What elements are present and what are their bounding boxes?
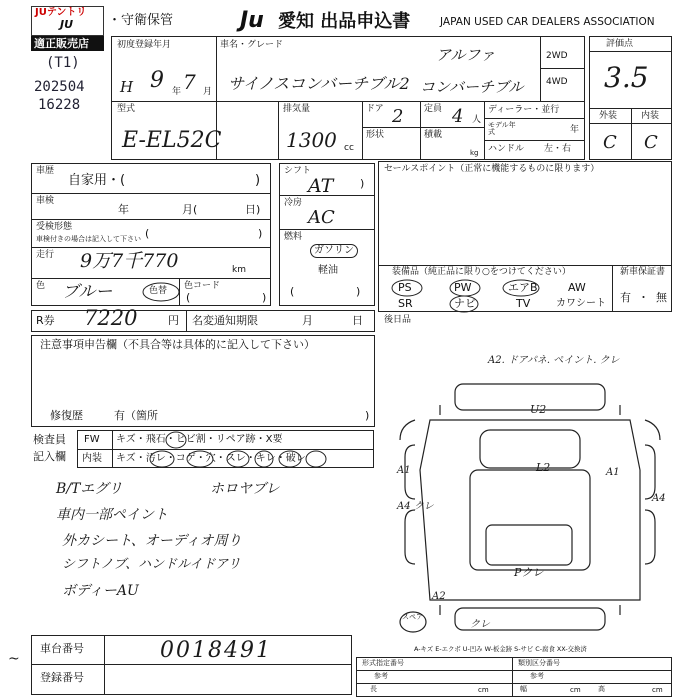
inspector-label-2: 記入欄 (33, 450, 66, 463)
notice-deadline-label: 名変通知期限 (192, 314, 258, 327)
equip-navi: ナビ (454, 297, 476, 310)
inspector-int-items: キズ・汚レ・コゲ・穴・スレ・キレ・破レ (116, 453, 306, 464)
month-value: 7 (183, 70, 196, 94)
fuel-diesel: 軽油 (318, 265, 338, 276)
chassis-value: 0018491 (160, 638, 272, 663)
diagram-mark-a2-top: A2. ドアパネ. ペイント. クレ (488, 355, 620, 366)
model-value: E-EL52C (122, 128, 222, 153)
notice-day: 日 (352, 314, 363, 327)
fuel-paren-left: ( (290, 285, 295, 298)
inspection-year: 年 (118, 203, 129, 216)
dim-height: 高 (598, 685, 605, 693)
after-items-label: 後日品 (384, 315, 412, 325)
color-code-label: 色コード (184, 281, 221, 291)
repair-history-label: 修復歴 (50, 409, 83, 422)
model-year-label: モデル年式 (488, 121, 516, 136)
handle-label: ハンドル (488, 144, 525, 154)
equip-leather-seat: カワシート (556, 298, 606, 309)
displacement-label: 排気量 (283, 104, 311, 114)
inspector-fw-items: キズ・飛石・ヒビ割・リペア跡・X要 (116, 434, 283, 445)
load-label: 積載 (424, 130, 443, 140)
car-grade-value: コンバーチブル (420, 78, 524, 96)
shift-label: シフト (284, 166, 312, 176)
chassis-label: 車台番号 (40, 642, 84, 655)
dim-width-unit: cm (570, 686, 581, 694)
form-title-en: JAPAN USED CAR DEALERS ASSOCIATION (440, 16, 655, 28)
notes-label: 注意事項申告欄（不具合等は具体的に記入して下さい） (40, 338, 315, 351)
load-unit: kg (470, 149, 479, 157)
equip-tv: TV (516, 297, 531, 310)
equip-pw: PW (454, 281, 472, 294)
inspector-int-head: 内装 (82, 453, 102, 464)
capacity-label: 定員 (424, 104, 443, 114)
receive-type-label: 受検形態 (36, 222, 73, 232)
displacement-unit: cc (344, 143, 354, 153)
keep-notice: ・守衛保管 (108, 13, 174, 28)
notice-month: 月 (302, 314, 313, 327)
warranty-no: 無 (656, 291, 667, 304)
code-line-2: 202504 (34, 79, 85, 95)
receive-paren-right: ) (258, 227, 263, 240)
note-line-4: 外カシート、オーディオ周り (62, 533, 242, 549)
inspection-month: 月( (182, 203, 198, 216)
inspection-day: 日) (245, 203, 261, 216)
class-number-ref: 参考 (530, 672, 544, 680)
class-number-label: 類別区分番号 (518, 659, 560, 667)
note-line-1: B/Tエグリ (56, 481, 123, 497)
shift-value: AT (308, 175, 334, 197)
car-name-label: 車名・グレード (220, 40, 284, 50)
repair-history-close: ) (365, 409, 370, 422)
warranty-dot: ・ (638, 291, 649, 304)
dim-length: 長 (370, 685, 377, 693)
month-unit: 月 (203, 87, 213, 97)
diagram-mark-a2-bottom: A2 (432, 591, 446, 602)
color-value: ブルー (62, 282, 113, 302)
era-value: H (120, 78, 134, 96)
4wd-label: 4WD (546, 77, 568, 87)
r-ken-label: R券 (36, 314, 55, 327)
inspector-fw-head: FW (84, 434, 100, 445)
ac-label: 冷房 (284, 198, 303, 208)
receive-paren-left: ( (145, 227, 150, 240)
mileage-label: 走行 (36, 250, 55, 260)
color-code-right: ) (262, 291, 267, 304)
dim-width: 幅 (520, 685, 527, 693)
fuel-paren-right: ) (356, 285, 361, 298)
equip-airbag: エアB (508, 281, 538, 294)
shift-close: ) (360, 177, 365, 190)
diagram-mark-cre: クレ (470, 619, 490, 630)
interior-value: C (644, 132, 658, 153)
door-label: ドア (366, 104, 384, 114)
note-line-3: 車内一部ペイント (56, 507, 168, 523)
model-label: 型式 (117, 104, 136, 114)
diagram-mark-p: Pクレ (514, 566, 544, 579)
inspector-label: 検査員 (33, 433, 66, 446)
note-line-6: ボディーAU (62, 583, 139, 599)
capacity-unit: 人 (472, 115, 482, 125)
color-code-left: ( (186, 291, 191, 304)
r-ken-unit: 円 (168, 314, 179, 327)
car-alpha: アルファ (436, 46, 496, 64)
diagram-mark-l2: L2 (536, 461, 551, 474)
mileage-unit: km (232, 265, 246, 275)
year-unit: 年 (172, 87, 182, 97)
model-year-unit: 年 (570, 125, 580, 135)
diagram-mark-a1-right: A1 (606, 467, 620, 478)
first-reg-label: 初度登録年月 (117, 40, 172, 50)
inspection-label: 車検 (36, 196, 55, 206)
color-label: 色 (36, 281, 46, 291)
rating-value: 3.5 (604, 61, 649, 94)
code-line-3: 16228 (38, 97, 81, 113)
receive-type-sub: 車検付きの場合は記入して下さい (36, 235, 141, 243)
dealer-label: ディーラー・並行 (488, 105, 560, 115)
repair-history-value: 有（箇所 (114, 409, 158, 422)
equip-ps: PS (398, 281, 412, 294)
car-name-value: サイノスコンバーチブル2 (228, 74, 410, 93)
exterior-label: 外装 (599, 111, 618, 121)
interior-label: 内装 (641, 111, 660, 121)
exterior-value: C (603, 132, 617, 153)
door-value: 2 (392, 106, 404, 127)
equip-aw: AW (568, 281, 586, 294)
note-line-5: シフトノブ、ハンドルイドアリ (62, 557, 241, 572)
diagram-mark-u2: U2 (530, 403, 547, 416)
warranty-label: 新車保証書 (620, 267, 666, 277)
note-line-2: ホロヤブレ (210, 481, 280, 497)
color-change: 色替 (149, 286, 168, 296)
registration-label: 登録番号 (40, 671, 84, 684)
shape-label: 形状 (366, 130, 385, 140)
margin-mark: ~ (8, 651, 20, 667)
sales-point-label: セールスポイント（正常に機能するものに限ります） (384, 164, 600, 174)
history-value: 自家用・( (68, 173, 126, 188)
r-ken-value: 7220 (84, 306, 138, 330)
diagram-mark-a4-right: A4 (652, 493, 666, 504)
form-title: 愛知 出品申込書 (278, 11, 411, 32)
type-designation-label: 形式指定番号 (362, 659, 404, 667)
equipment-label: 装備品（純正品に限り○をつけてください） (392, 267, 571, 277)
history-close: ) (255, 173, 261, 188)
2wd-label: 2WD (546, 51, 568, 61)
year-value: 9 (150, 68, 164, 93)
shop-label: 適正販売店 (34, 37, 89, 50)
spare-label: スペア (402, 613, 423, 621)
damage-legend: A-キズ E-エクボ U-凹み W-板金跡 S-サビ C-腐食 XX-交換済 (414, 645, 587, 653)
equip-sr: SR (398, 297, 413, 310)
code-line-1: (T1) (46, 55, 80, 71)
fuel-gas: ガソリン (310, 244, 358, 258)
rating-label: 評価点 (606, 39, 634, 49)
ac-value: AC (308, 207, 335, 228)
handle-lr: 左・右 (544, 144, 572, 154)
warranty-yes: 有 (620, 291, 631, 304)
capacity-value: 4 (452, 106, 464, 127)
diagram-mark-a1-left: A1 (397, 465, 411, 476)
dim-height-unit: cm (652, 686, 663, 694)
diagram-mark-a4-left: A4 クレ (397, 501, 434, 512)
logo-mid: JU (60, 18, 74, 31)
logo-top: JUテントリ (35, 7, 87, 18)
brand-logo: Ju (240, 8, 264, 33)
displacement-value: 1300 (286, 128, 337, 152)
mileage-value: 9万7千770 (80, 250, 179, 272)
fuel-label: 燃料 (284, 232, 303, 242)
history-label: 車歴 (36, 166, 55, 176)
dim-length-unit: cm (478, 686, 489, 694)
type-designation-ref: 参考 (374, 672, 388, 680)
